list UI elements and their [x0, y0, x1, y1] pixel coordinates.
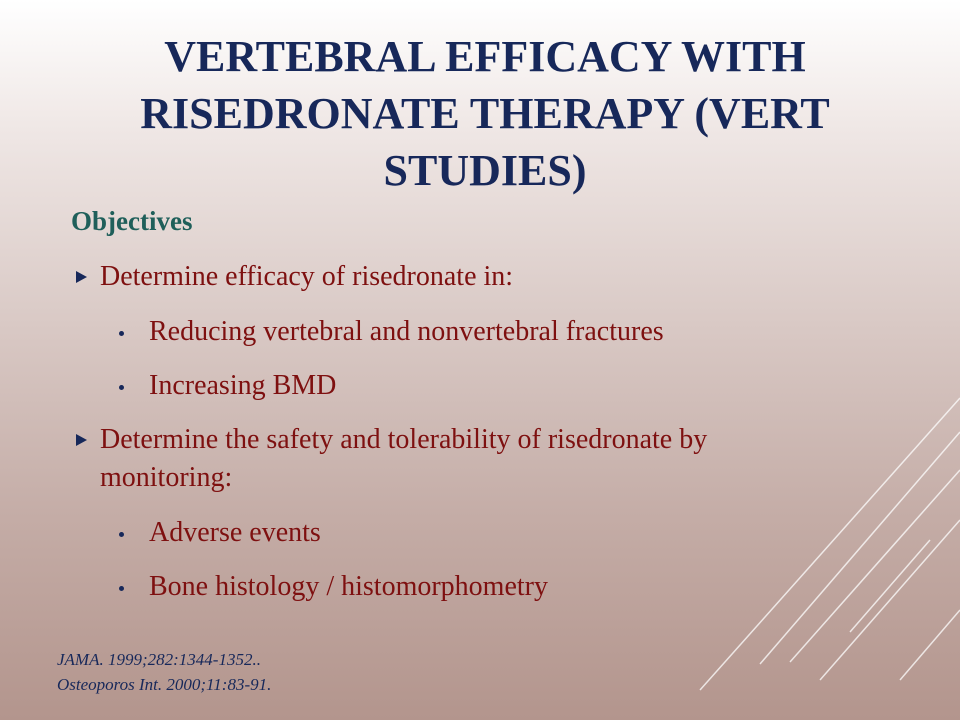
dot-bullet-icon [119, 385, 124, 390]
reference-jama: JAMA. 1999;282:1344-1352.. [57, 650, 261, 669]
reference-osteoporos: Osteoporos Int. 2000;11:83-91. [57, 675, 272, 694]
bullet-safety-line1: Determine the safety and tolerability of risedronate by [100, 424, 708, 455]
sub-bullet-adverse-events: Adverse events [149, 517, 321, 548]
dot-bullet-icon [119, 586, 124, 591]
bullet-efficacy: Determine efficacy of risedronate in: [100, 261, 514, 292]
bullet-safety-line2: monitoring: [100, 462, 233, 493]
objectives-heading: Objectives [71, 206, 193, 236]
dot-bullet-icon [119, 532, 124, 537]
dot-bullet-icon [119, 331, 124, 336]
arrow-bullet-icon [76, 434, 87, 446]
sub-bullet-histology: Bone histology / histomorphometry [149, 571, 548, 602]
slide-title: VERTEBRAL EFFICACY WITH RISEDRONATE THERAPY (VERT STUDIES) [140, 32, 830, 195]
sub-bullet-bmd: Increasing BMD [149, 370, 337, 401]
sub-bullet-fractures: Reducing vertebral and nonvertebral fractures [149, 316, 664, 347]
arrow-bullet-icon [76, 271, 87, 283]
